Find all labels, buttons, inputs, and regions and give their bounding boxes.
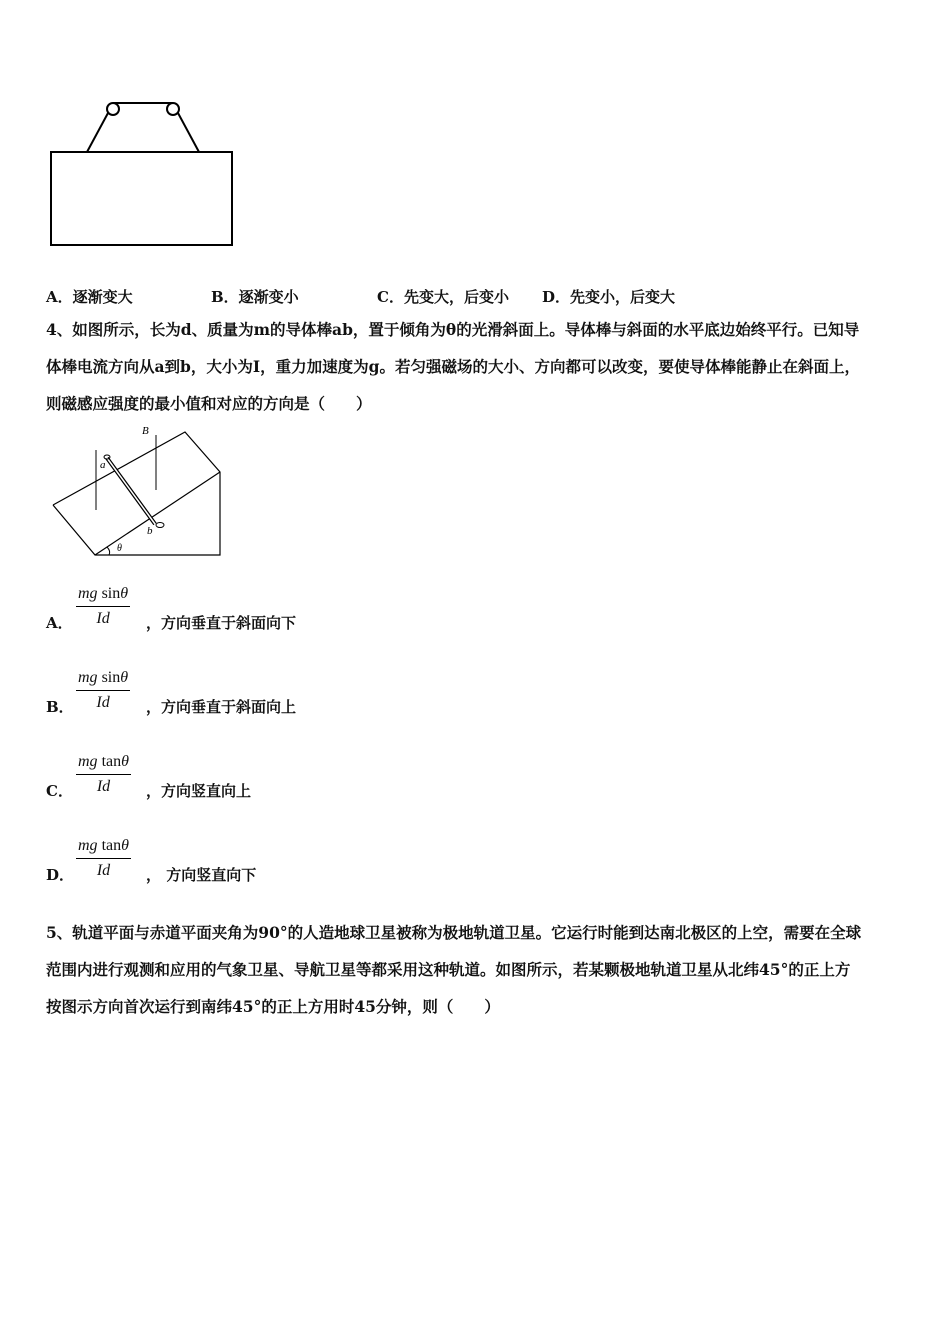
q3-option-d[interactable]: D．先变小，后变大 [542,288,676,306]
q4-option-c-desc: ，方向竖直向上 [146,782,252,800]
label-end-b: b [147,525,153,537]
q5-line-1: 5、轨道平面与赤道平面夹角为90°的人造地球卫星被称为极地轨道卫星。它运行时能到达南北极区的上空，需要在全球 [46,923,862,942]
q4-option-d-desc: ， 方向竖直向下 [146,866,257,884]
right-string [178,113,199,152]
q4-option-d-letter[interactable]: D． [46,866,75,884]
rod-end-b [156,523,164,528]
q4-option-a-fraction: $\frac{\text{mg sinθ}}{Id}$ [78,585,129,627]
angle-arc [107,547,110,555]
q4-option-b-desc: ，方向垂直于斜面向上 [146,698,297,716]
q5-line-3: 按图示方向首次运行到南纬45°的正上方用时45分钟，则（ ） [46,997,500,1016]
label-field-b: B [142,425,149,437]
label-end-a: a [100,459,106,471]
q4-option-c-fraction: $\frac{\text{mg tanθ}}{Id}$ [78,753,129,795]
conductor-rod-inner [107,458,155,524]
q3-option-c[interactable]: C．先变大，后变小 [377,288,509,306]
q4-option-a-letter[interactable]: A． [46,614,73,632]
incline-rod-figure [45,420,230,560]
q4-option-b-letter[interactable]: B． [46,698,74,716]
incline-outline [53,432,220,555]
q3-option-b[interactable]: B．逐渐变小 [211,288,299,306]
q4-option-b-fraction: $\frac{\text{mg sinθ}}{Id}$ [78,669,129,711]
left-pulley [107,103,119,115]
q4-line-3: 则磁感应强度的最小值和对应的方向是（ ） [46,394,372,413]
q5-question [46,914,916,1025]
q4-option-d-fraction: $\frac{\text{mg tanθ}}{Id}$ [78,837,129,879]
q4-line-1: 4、如图所示，长为d、质量为m的导体棒ab，置于倾角为θ的光滑斜面上。导体棒与斜面的水平底边始终平行。已知导 [46,320,860,339]
q4-question [46,311,916,422]
right-pulley [167,103,179,115]
hanging-box [51,152,232,245]
incline-front-edge [95,472,220,555]
q4-line-2: 体棒电流方向从a到b，大小为I，重力加速度为g。若匀强磁场的大小、方向都可以改变，要使导体棒能静止在斜面上， [46,357,860,376]
pulley-box-figure [40,95,250,255]
q3-option-a[interactable]: A．逐渐变大 [46,288,133,306]
label-angle-theta: θ [117,543,122,554]
q4-option-a-desc: ，方向垂直于斜面向下 [146,614,297,632]
q5-line-2: 范围内进行观测和应用的气象卫星、导航卫星等都采用这种轨道。如图所示，若某颗极地轨道卫星从北纬45°的正上方 [46,960,851,979]
q4-option-c-letter[interactable]: C． [46,782,73,800]
left-string [87,113,108,152]
